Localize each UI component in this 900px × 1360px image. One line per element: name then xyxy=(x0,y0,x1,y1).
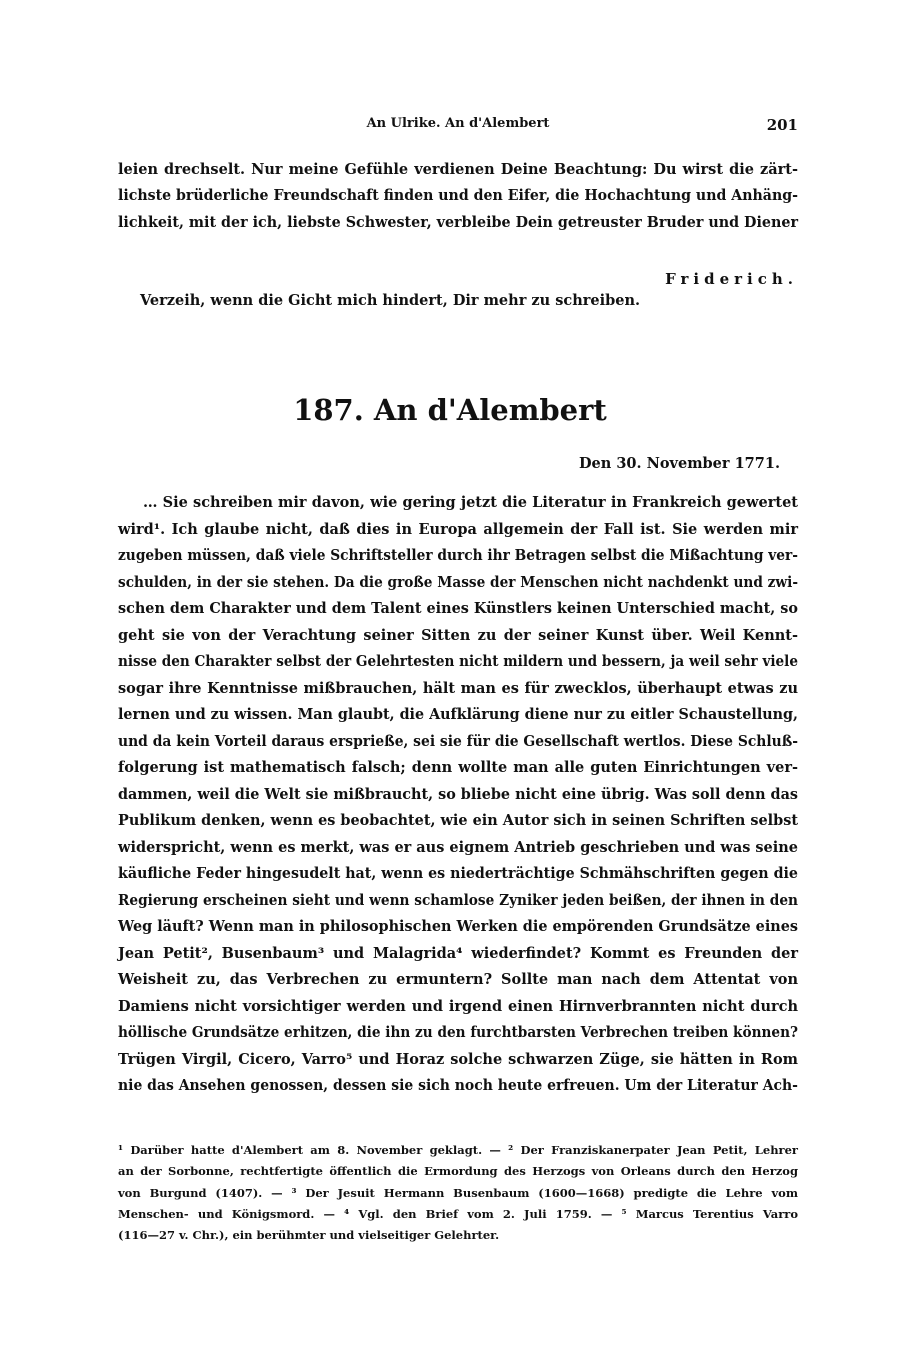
letter-line: lichste brüderliche Freundschaft finden und den Eifer, die Hochachtung und Anhäng- xyxy=(118,187,798,204)
body-line: sogar ihre Kenntnisse mißbrauchen, hält man es für zwecklos, überhaupt etwas zu xyxy=(118,680,798,697)
signature: Friderich. xyxy=(665,270,798,288)
body-line: geht sie von der Verachtung seiner Sitten zu der seiner Kunst über. Weil Kennt- xyxy=(118,627,798,644)
body-line: Jean Petit², Busenbaum³ und Malagrida⁴ wiederfindet? Kommt es Freunden der xyxy=(118,945,798,962)
letter-line: leien drechselt. Nur meine Gefühle verdienen Deine Beachtung: Du wirst die zärt- xyxy=(118,161,798,178)
body-line: lernen und zu wissen. Man glaubt, die Aufklärung diene nur zu eitler Schaustellung, xyxy=(118,706,799,723)
body-line: Weg läuft? Wenn man in philosophischen Werken die empörenden Grundsätze eines xyxy=(118,918,799,935)
body-line: Regierung erscheinen sieht und wenn schamlose Zyniker jeden beißen, der ihnen in den xyxy=(118,892,798,909)
body-line: Weisheit zu, das Verbrechen zu ermuntern? Sollte man nach dem Attentat von xyxy=(118,971,798,988)
footnote-line: von Burgund (1407). — ³ Der Jesuit Hermann Busenbaum (1600—1668) predigte die Lehre vom xyxy=(118,1186,798,1200)
letter-date: Den 30. November 1771. xyxy=(578,455,780,472)
body-line: wird¹. Ich glaube nicht, daß dies in Europa allgemein der Fall ist. Sie werden mir xyxy=(118,521,798,538)
body-line: dammen, weil die Welt sie mißbraucht, so bliebe nicht eine übrig. Was soll denn das xyxy=(118,786,798,803)
running-title: An Ulrike. An d'Alembert xyxy=(366,116,550,131)
body-line: und da kein Vorteil daraus ersprieße, sei sie für die Gesellschaft wertlos. Diese Schluß- xyxy=(118,733,799,750)
body-line: nie das Ansehen genossen, dessen sie sich noch heute erfreuen. Um der Literatur Ach- xyxy=(118,1077,798,1094)
body-line: zugeben müssen, daß viele Schriftsteller durch ihr Betragen selbst die Mißachtung ver- xyxy=(118,547,799,564)
body-line: … Sie schreiben mir davon, wie gering jetzt die Literatur in Frankreich gewertet xyxy=(143,494,798,511)
body-line: käufliche Feder hingesudelt hat, wenn es niederträchtige Schmähschriften gegen die xyxy=(118,865,798,882)
body-line: folgerung ist mathematisch falsch; denn wollte man alle guten Einrichtungen ver- xyxy=(118,759,798,776)
body-line: widerspricht, wenn es merkt, was er aus eignem Antrieb geschrieben und was seine xyxy=(118,839,798,856)
body-line: Publikum denken, wenn es beobachtet, wie ein Autor sich in seinen Schriften selbst xyxy=(118,812,799,829)
section-title: 187. An d'Alembert xyxy=(293,393,607,427)
footnote-line: an der Sorbonne, rechtfertigte öffentlich die Ermordung des Herzogs von Orleans durch den Herzog xyxy=(118,1164,798,1178)
body-line: Damiens nicht vorsichtiger werden und irgend einen Hirnverbrannten nicht durch xyxy=(118,998,798,1015)
body-line: nisse den Charakter selbst der Gelehrtesten nicht mildern und bessern, ja weil sehr viele xyxy=(118,653,798,670)
running-header xyxy=(118,116,798,136)
body-line: schen dem Charakter und dem Talent eines Künstlers keinen Unterschied macht, so xyxy=(118,600,798,617)
letter-line: lichkeit, mit der ich, liebste Schwester, verbleibe Dein getreuster Bruder und Diener xyxy=(118,214,798,231)
postscript: Verzeih, wenn die Gicht mich hindert, Dir mehr zu schreiben. xyxy=(140,292,641,309)
footnote-line: Menschen- und Königsmord. — ⁴ Vgl. den Brief vom 2. Juli 1759. — ⁵ Marcus Terentius Varro xyxy=(118,1207,798,1221)
page-number: 201 xyxy=(766,116,798,134)
body-line: Trügen Virgil, Cicero, Varro⁵ und Horaz solche schwarzen Züge, sie hätten in Rom xyxy=(118,1051,798,1068)
footnote-line: (116—27 v. Chr.), ein berühmter und vielseitiger Gelehrter. xyxy=(118,1228,500,1242)
body-line: schulden, in der sie stehen. Da die große Masse der Menschen nicht nachdenkt und zwi- xyxy=(118,574,799,591)
body-line: höllische Grundsätze erhitzen, die ihn zu den furchtbarsten Verbrechen treiben können? xyxy=(118,1024,798,1041)
footnote-line: ¹ Darüber hatte d'Alembert am 8. November geklagt. — ² Der Franziskanerpater Jean Petit, Lehrer xyxy=(118,1143,798,1157)
